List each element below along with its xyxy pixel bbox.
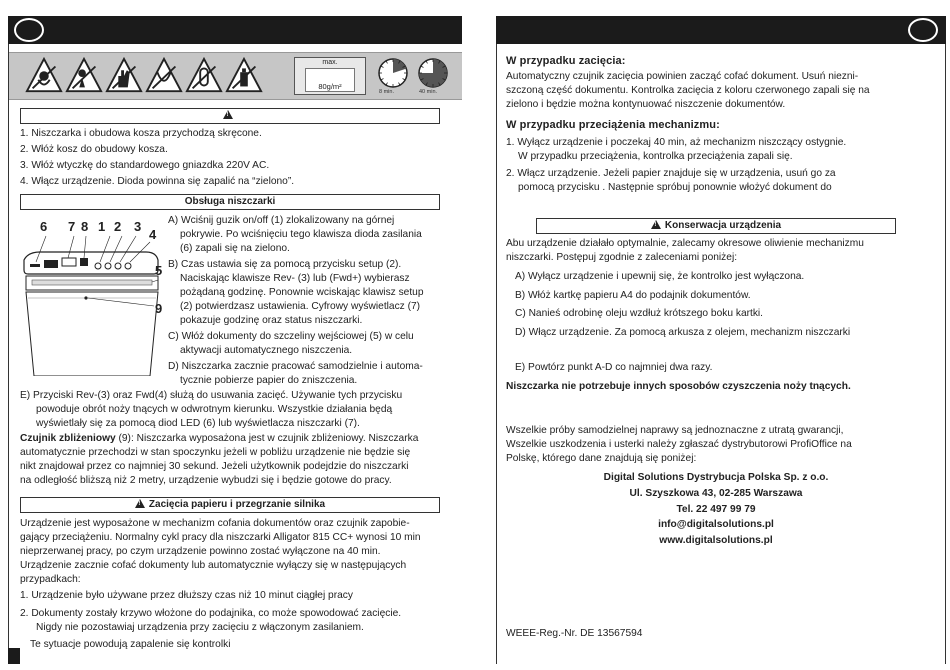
install-step: 3. Włóż wtyczkę do standardowego gniazdka 220V AC. [20, 160, 270, 171]
jam-case: Nigdy nie pozostawiaj urządzenia przy zacięciu z włączonym zasilaniem. [36, 622, 364, 633]
maint-step: E) Powtórz punkt A-D co najmniej dwa razy. [515, 362, 713, 373]
maint-step: B) Włóż kartkę papieru A4 do podajnik dokumentów. [515, 290, 751, 301]
page-border-left [496, 44, 497, 664]
overload-line: W przypadku przeciążenia, kontrolka przeciążenia zapali się. [518, 151, 793, 162]
contact-phone: Tel. 22 497 99 79 [676, 504, 756, 515]
no-tie-icon [65, 57, 103, 95]
install-step: 4. Włącz urządzenie. Dioda powinna się zapalić na “zielono”. [20, 176, 295, 187]
sensor-text: (9): Niszczarka wyposażona jest w czujnik zbliżeniowy. Niszczarka [115, 433, 419, 444]
no-long-hair-icon [25, 57, 63, 95]
contact-email[interactable]: info@digitalsolutions.pl [658, 519, 774, 530]
jam-line: przypadkach: [20, 574, 81, 585]
page-number-badge [908, 18, 938, 42]
op-line: B) Czas ustawia się za pomocą przycisku setup (2). [168, 259, 402, 270]
sensor-line: na odległość bliższą niż 2 metry, urządzenie wybudzi się i będzie gotowe do pracy. [20, 475, 392, 486]
warning-icon [135, 499, 145, 508]
sensor-line: automatycznie przechodzi w stan spoczynku jeżeli w pobliżu urządzenie nie będzie się [20, 447, 411, 458]
jam-line: gający przeciążeniu. Normalny cykl pracy dla niszczarki Alligator 815 CC+ wynosi 10 min [20, 532, 421, 543]
contact-company: Digital Solutions Dystrybucja Polska Sp. z o.o. [603, 472, 829, 483]
no-jewelry-icon [145, 57, 183, 95]
page-border [8, 44, 9, 664]
no-hands-icon [105, 57, 143, 95]
header-bar [496, 16, 946, 44]
diagram-label-5: 5 [155, 263, 163, 278]
left-page [0, 0, 462, 670]
shredder-illustration [18, 218, 168, 376]
maint-note: Niszczarka nie potrzebuje innych sposobów czyszczenia noży tnących. [506, 381, 851, 392]
op-line: tycznie pobierze papier do zniszczenia. [180, 375, 358, 386]
warning-box [20, 108, 440, 124]
weee-number: WEEE-Reg.-Nr. DE 13567594 [506, 628, 643, 639]
overload-heading: W przypadku przeciążenia mechanizmu: [506, 119, 720, 131]
jam-footer: Te sytuacje powodują zapalenie się kontrolki [30, 639, 231, 650]
jam-section-title [20, 497, 440, 513]
overload-line: 1. Wyłącz urządzenie i poczekaj 40 min, aż mechanizm niszczący ostygnie. [506, 137, 847, 148]
warranty-line: Wszelkie próby samodzielnej naprawy są jednoznaczne z utratą gwarancji, [506, 425, 844, 436]
op-line: C) Włóż dokumenty do szczeliny wejściowej (5) w celu [168, 331, 414, 342]
page-number-badge [14, 18, 44, 42]
contact-address: Ul. Szyszkowa 43, 02-285 Warszawa [629, 488, 803, 499]
maintenance-title-text: Konserwacja urządzenia [664, 220, 782, 231]
sensor-paragraph [20, 432, 418, 446]
sensor-title: Czujnik zbliżeniowy [20, 433, 116, 444]
jam-case: 2. Dokumenty zostały krzywo włożone do podajnika, co może spowodować zacięcie. [20, 608, 402, 619]
max-label: max. [322, 59, 338, 66]
duty-cycle-40min-icon [417, 57, 449, 89]
op-line: A) Wciśnij guzik on/off (1) zlokalizowany na górnej [168, 215, 395, 226]
warning-icon [651, 220, 661, 229]
overload-line: pomocą przycisku . Następnie spróbuj ponownie włożyć dokument do [518, 182, 832, 193]
no-spray-icon [225, 57, 263, 95]
footer-tab [8, 648, 20, 664]
diagram-label-8: 8 [81, 219, 89, 234]
diagram-label-9: 9 [155, 301, 163, 316]
maint-step: C) Nanieś odrobinę oleju wzdłuż krótszego boku kartki. [515, 308, 764, 319]
maint-step: D) Włącz urządzenie. Za pomocą arkusza z olejem, mechanizm niszczarki [515, 327, 851, 338]
overload-line: 2. Włącz urządzenie. Jeżeli papier znajduje się w urządzenia, usuń go za [506, 168, 836, 179]
install-step: 1. Niszczarka i obudowa kosza przychodzą skręcone. [20, 128, 262, 139]
diagram-label-7: 7 [68, 219, 76, 234]
op-line: pożądaną godzinę. Ponownie wciskając klawisz setup [180, 287, 424, 298]
safety-icons-strip [9, 52, 462, 100]
maintenance-title [536, 218, 896, 234]
paper-weight [305, 68, 355, 92]
op-line: (6) zapali się na zielono. [180, 243, 290, 254]
right-page [488, 0, 950, 670]
jam-line: Urządzenie jest wyposażone w mechanizm cofania dokumentów oraz czujnik zapobie- [20, 518, 410, 529]
diagram-label-6: 6 [40, 219, 48, 234]
page-border-right [945, 44, 946, 664]
op-line: aktywacji automatycznego niszczenia. [180, 345, 353, 356]
e-line: E) Przyciski Rev-(3) oraz Fwd(4) służą do usuwania zacięć. Używanie tych przycisku [20, 390, 403, 401]
jam-line: szczoną część dokumentu. Kontrolka zacięcia z koloru czerwonego zapali się na [506, 85, 870, 96]
install-step: 2. Włóż kosz do obudowy kosza. [20, 144, 168, 155]
duty-cycle-8min-icon [377, 57, 409, 89]
op-line: pokazuje godzinę oraz status niszczarki. [180, 315, 363, 326]
jam-title-text: Zacięcia papieru i przegrzanie silnika [148, 499, 326, 510]
maint-step: A) Wyłącz urządzenie i upewnij się, że kontrolko jest wyłączona. [515, 271, 805, 282]
op-line: pokrywie. Po wciśnięciu tego klawisza dioda zasilania [180, 229, 422, 240]
paper-weight-value: 80g/m² [318, 82, 342, 91]
paper-capacity-box [294, 57, 366, 95]
clock-label-40min: 40 min. [419, 89, 438, 95]
diagram-label-2: 2 [114, 219, 122, 234]
warranty-line: Polskę, którego dane znajdują się poniżej: [506, 453, 697, 464]
header-bar [8, 16, 462, 44]
diagram-label-1: 1 [98, 219, 106, 234]
contact-website[interactable]: www.digitalsolutions.pl [659, 535, 773, 546]
maint-intro: Abu urządzenie działało optymalnie, zalecamy okresowe oliwienie mechanizmu [506, 238, 864, 249]
jam-line: Automatyczny czujnik zacięcia powinien zacząć cofać dokument. Usuń niezni- [506, 71, 859, 82]
sensor-line: nikt znajdował przez co najmniej 30 sekund. Jeżeli użytkownik podejdzie do niszczarki [20, 461, 409, 472]
e-line: powoduje obrót noży tnących w odwrotnym kierunku. Wszystkie działania będą [36, 404, 393, 415]
no-paperclip-icon [185, 57, 223, 95]
clock-label-8min: 8 min. [379, 89, 394, 95]
jam-heading: W przypadku zacięcia: [506, 55, 626, 67]
maint-intro: niszczarki. Postępuj zgodnie z zaleceniami poniżej: [506, 252, 738, 263]
jam-case: 1. Urządzenie było używane przez dłuższy czas niż 10 minut ciągłej pracy [20, 590, 353, 601]
op-line: (2) potwierdzasz ustawienia. Cyfrowy wyświetlacz (7) [180, 301, 421, 312]
operation-title: Obsługa niszczarki [20, 194, 440, 210]
warning-icon [223, 110, 233, 119]
diagram-label-3: 3 [134, 219, 142, 234]
jam-line: zielono i będzie można kontynuować niszczenie dokumentów. [506, 99, 786, 110]
shredder-diagram [18, 218, 168, 376]
op-line: D) Niszczarka zacznie pracować samodzielnie i automa- [168, 361, 423, 372]
jam-line: nieprzerwanej pracy, po czym urządzenie powinno zostać wyłączone na 40 min. [20, 546, 381, 557]
e-line: wyświetlały się za pomocą diod LED (6) lub wyświetlacza niszczarki (7). [36, 418, 360, 429]
warranty-line: Wszelkie uszkodzenia i usterki należy zgłaszać dystrybutorowi ProfiOffice na [506, 439, 852, 450]
op-line: Naciskając klawisze Rev- (3) lub (Fwd+) wybierasz [180, 273, 410, 284]
diagram-label-4: 4 [149, 227, 157, 242]
jam-line: Urządzenie zacznie cofać dokumenty lub automatycznie wyłączy się w następujących [20, 560, 407, 571]
